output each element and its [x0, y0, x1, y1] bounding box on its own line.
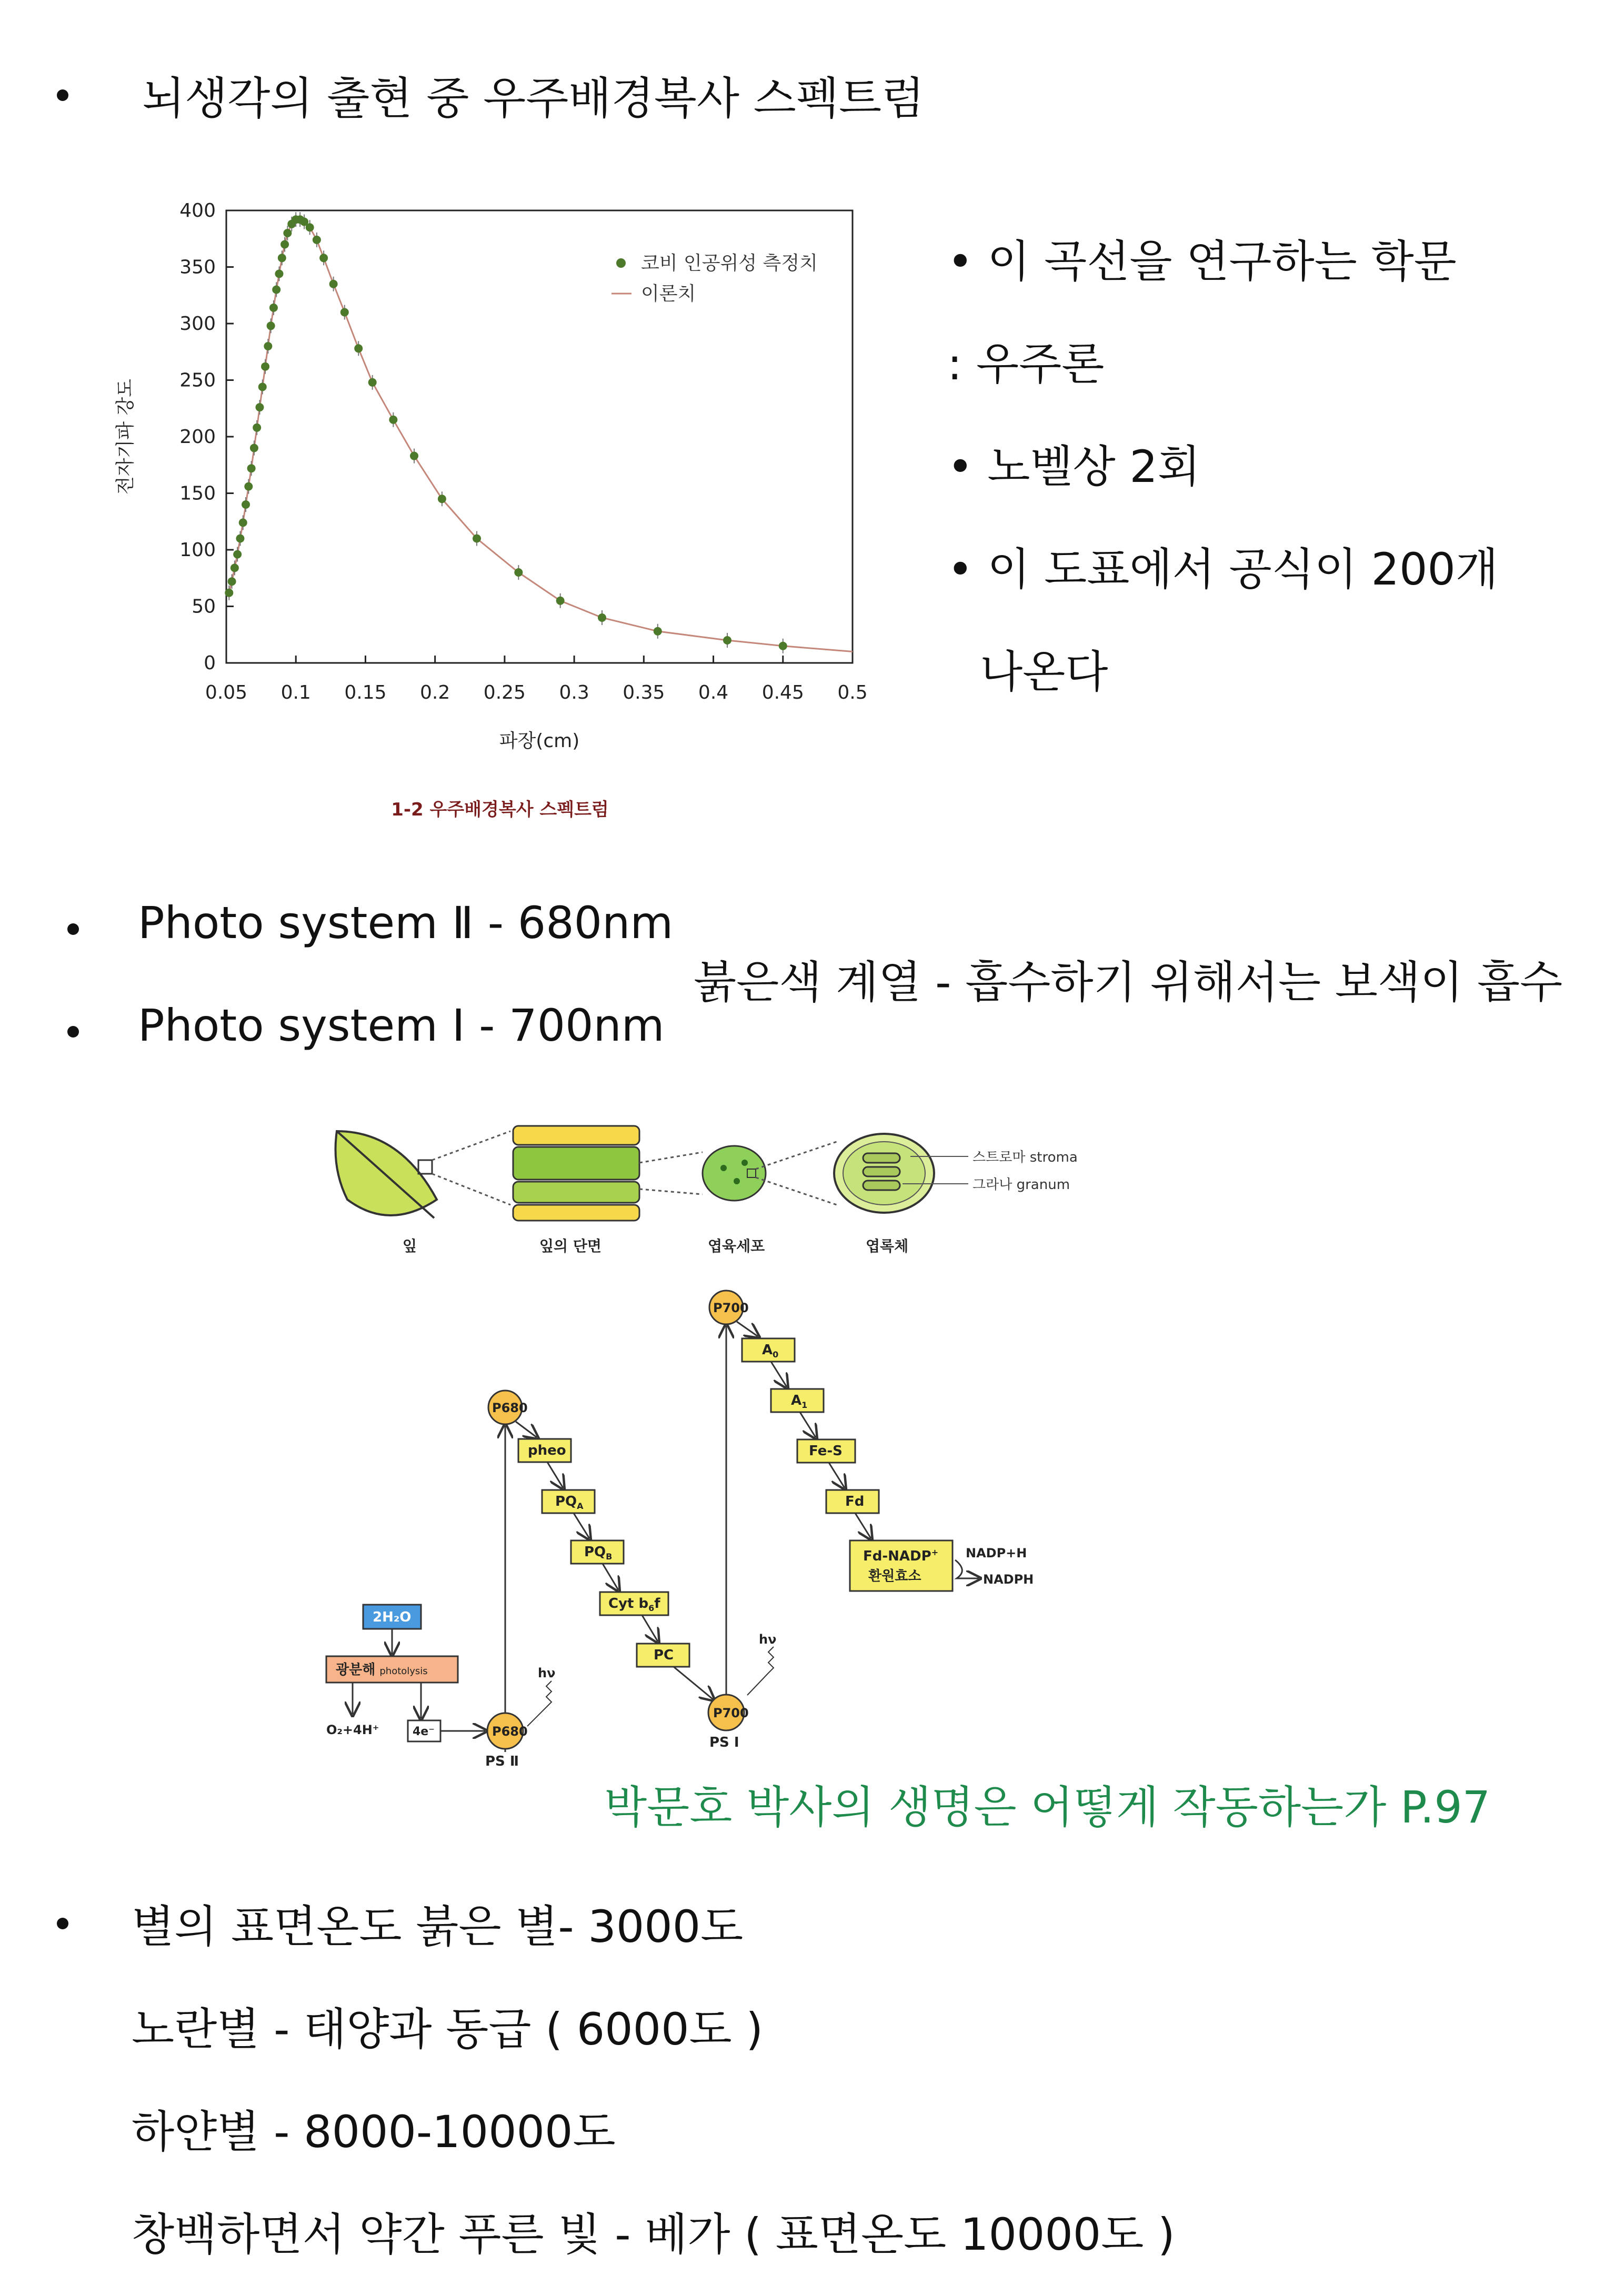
- star-line-4: 창백하면서 약간 푸른 빛 - 베가 ( 표면온도 10000도 ): [132, 2209, 1175, 2260]
- legend-label-measured: 코비 인공위성 측정치: [641, 253, 818, 274]
- data-point: [244, 482, 253, 491]
- photolysis-en-label: photolysis: [379, 1666, 428, 1677]
- data-point: [261, 362, 269, 371]
- leaf-label: 잎: [403, 1237, 417, 1255]
- source-note: 박문호 박사의 생명은 어떻게 작동하는가 P.97: [604, 1781, 1491, 1833]
- legend-label-theory: 이론치: [641, 283, 696, 305]
- data-point: [280, 240, 289, 249]
- o2-label: O₂+4H⁺: [326, 1723, 379, 1737]
- data-point: [228, 577, 236, 586]
- nadp-in-tail: +H: [1006, 1546, 1027, 1560]
- y-tick-label: 100: [179, 539, 216, 561]
- pqa-subscript: A: [577, 1501, 584, 1511]
- side-note-5: 나온다: [980, 646, 1108, 698]
- side-note-2: : 우주론: [947, 338, 1105, 390]
- reductase-label: 환원효소: [868, 1568, 921, 1584]
- cyt-label: Cyt b: [608, 1596, 649, 1612]
- data-point: [473, 535, 481, 543]
- ps1-bullet: [67, 1026, 79, 1038]
- pqb-label: PQ: [584, 1544, 606, 1560]
- y-tick-label: 150: [179, 482, 216, 505]
- data-point: [389, 416, 397, 424]
- fd-label: Fd: [845, 1494, 865, 1509]
- data-point: [239, 518, 247, 527]
- stroma-label: 스트로마 stroma: [973, 1150, 1078, 1165]
- ps2-label: PS Ⅱ: [485, 1754, 519, 1769]
- star-line-3: 하얀별 - 8000-10000도: [132, 2106, 616, 2158]
- hv-label-ps2: hν: [538, 1666, 556, 1680]
- leaf-cross-section-icon: [513, 1126, 639, 1221]
- heading-bullet: [57, 89, 68, 101]
- red-note: 붉은색 계열 - 흡수하기 위해서는 보색이 흡수: [694, 956, 1563, 1008]
- ps2-bullet: [67, 923, 79, 935]
- data-point: [272, 286, 280, 294]
- side-note-4: • 이 도표에서 공식이 200개: [947, 543, 1498, 595]
- a0-label: A: [762, 1342, 773, 1358]
- 4e-label: 4e⁻: [413, 1725, 435, 1738]
- data-point: [329, 280, 338, 288]
- z-scheme-diagram: [316, 1268, 1105, 1805]
- pqb-subscript: B: [606, 1552, 613, 1562]
- cyt-tail: f: [654, 1596, 660, 1612]
- data-point: [242, 500, 250, 509]
- data-point: [598, 613, 606, 622]
- chloroplast-icon: [834, 1134, 934, 1213]
- plot-frame: [226, 210, 853, 663]
- side-note-3: • 노벨상 2회: [947, 441, 1200, 492]
- data-point: [233, 550, 242, 559]
- side-note-1: • 이 곡선을 연구하는 학문: [947, 236, 1457, 287]
- mesophyll-cell-icon: [703, 1146, 766, 1201]
- ps1-label: PS Ⅰ: [709, 1735, 739, 1750]
- svg-text:Fd-NADP+: [863, 1547, 938, 1564]
- pheo-label: pheo: [528, 1443, 566, 1458]
- photosystem-2: Photo system Ⅱ - 680nm: [138, 897, 674, 949]
- p680-top-label: P680: [492, 1401, 528, 1415]
- a0-subscript: 0: [773, 1350, 779, 1360]
- data-point: [313, 236, 321, 244]
- x-tick-label: 0.3: [559, 682, 589, 703]
- y-tick-label: 200: [179, 426, 216, 448]
- photosystem-1: Photo system Ⅰ - 700nm: [138, 1000, 665, 1051]
- data-point: [269, 304, 278, 312]
- data-point: [250, 444, 258, 452]
- y-tick-label: 250: [179, 369, 216, 391]
- data-point: [723, 636, 731, 645]
- x-tick-label: 0.5: [837, 682, 868, 703]
- y-tick-label: 300: [179, 313, 216, 335]
- fd-nadp-sup: +: [931, 1547, 939, 1557]
- stars-bullet: [57, 1918, 68, 1929]
- data-point: [258, 382, 267, 391]
- p680-bottom-label: P680: [492, 1724, 528, 1739]
- star-line-2: 노란별 - 태양과 동급 ( 6000도 ): [132, 2003, 764, 2055]
- h2o-label: 2H₂O: [373, 1609, 412, 1625]
- data-point: [410, 452, 418, 460]
- leaf-structure-diagram: [316, 1110, 1105, 1263]
- data-point: [514, 568, 523, 577]
- y-tick-label: 350: [179, 256, 216, 278]
- x-tick-label: 0.25: [483, 682, 526, 703]
- data-point: [654, 627, 662, 636]
- data-point: [255, 403, 264, 411]
- data-point: [283, 229, 292, 237]
- x-tick-label: 0.1: [280, 682, 311, 703]
- x-tick-label: 0.4: [698, 682, 729, 703]
- photolysis-ko-label: 광분해: [336, 1662, 376, 1678]
- data-point: [438, 495, 446, 503]
- nadp-in-label: NADP: [966, 1546, 1006, 1560]
- a1-subscript: 1: [801, 1400, 808, 1410]
- y-tick-label: 400: [179, 200, 216, 221]
- data-point: [267, 321, 275, 330]
- x-tick-label: 0.2: [420, 682, 450, 703]
- nadph-label: NADPH: [983, 1572, 1034, 1587]
- pc-label: PC: [654, 1647, 674, 1663]
- data-point: [354, 344, 363, 353]
- legend-marker-measured: [616, 258, 626, 268]
- data-point: [556, 597, 565, 605]
- data-point: [264, 342, 272, 350]
- data-point: [319, 254, 328, 262]
- y-tick-label: 0: [204, 652, 216, 674]
- p700-top-label: P700: [713, 1301, 749, 1315]
- x-tick-label: 0.15: [344, 682, 387, 703]
- data-point: [236, 535, 244, 543]
- data-point: [247, 464, 256, 472]
- pqa-label: PQ: [555, 1494, 577, 1509]
- y-tick-label: 50: [192, 596, 216, 618]
- x-axis-label: 파장(cm): [499, 730, 580, 752]
- data-point: [278, 254, 286, 262]
- x-tick-label: 0.35: [623, 682, 665, 703]
- data-point: [340, 308, 349, 317]
- data-point: [368, 378, 377, 387]
- x-tick-label: 0.45: [761, 682, 804, 703]
- chloroplast-label: 엽록체: [866, 1237, 909, 1255]
- x-tick-label: 0.05: [205, 682, 248, 703]
- data-point: [253, 424, 261, 432]
- data-point: [225, 589, 233, 597]
- data-point: [306, 223, 314, 231]
- hv-label-ps1: hν: [759, 1632, 777, 1647]
- heading: 뇌생각의 출현 중 우주배경복사 스펙트럼: [142, 73, 925, 124]
- mesophyll-label: 엽육세포: [708, 1237, 765, 1255]
- y-axis-label: 전자기파 강도: [115, 378, 136, 495]
- cyt-subscript: 6: [648, 1603, 655, 1613]
- fd-nadp-label: Fd-NADP: [863, 1548, 931, 1564]
- chart-caption: 1-2 우주배경복사 스펙트럼: [391, 799, 609, 820]
- fes-label: Fe-S: [809, 1443, 843, 1459]
- leaf-icon: [336, 1131, 437, 1218]
- data-point: [275, 269, 283, 278]
- data-point: [230, 563, 239, 572]
- a1-label: A: [791, 1393, 802, 1408]
- cmb-spectrum-chart: [79, 179, 900, 958]
- star-line-1: 별의 표면온도 붉은 별- 3000도: [132, 1901, 744, 1952]
- cross-section-label: 잎의 단면: [539, 1237, 602, 1255]
- data-point: [779, 642, 787, 650]
- granum-label: 그라나 granum: [973, 1177, 1070, 1193]
- p700-bottom-label: P700: [713, 1706, 749, 1720]
- svg-text:NADP+H: [966, 1546, 1027, 1560]
- theory-curve: [229, 219, 853, 651]
